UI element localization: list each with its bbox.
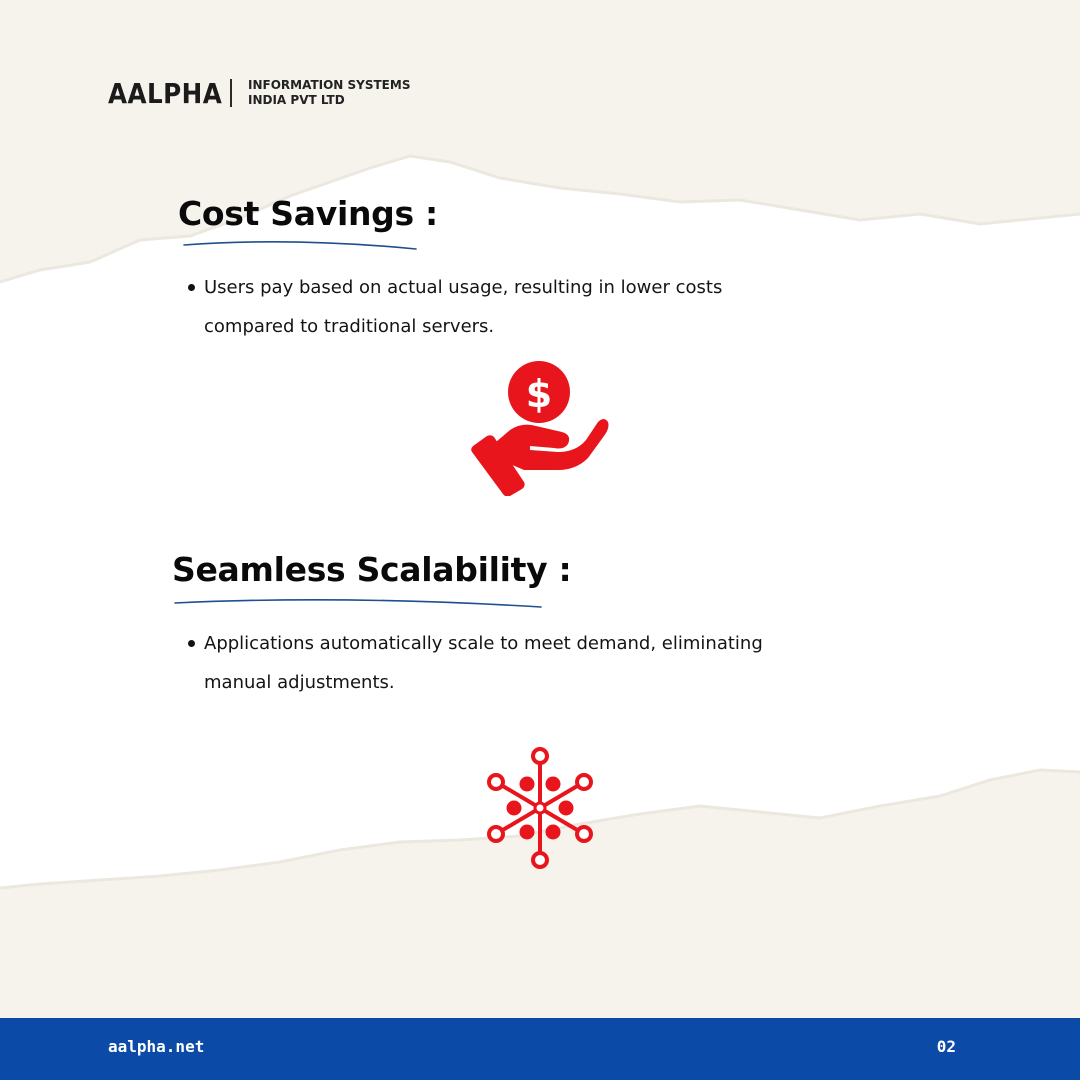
logo-tagline-line2: INDIA PVT LTD [248, 93, 345, 107]
seamless-scalability-underline [173, 594, 545, 610]
logo-tagline [248, 78, 424, 108]
cost-savings-heading: Cost Savings : [178, 194, 438, 233]
page-number: 02 [936, 1037, 956, 1056]
seamless-scalability-bullet-text: Applications automatically scale to meet demand, eliminating manual adjustments. [204, 633, 763, 693]
logo-tagline-line1: INFORMATION SYSTEMS [248, 78, 411, 92]
bullet-dot [188, 640, 195, 647]
hand-holding-dollar-icon [470, 360, 610, 496]
network-nodes-icon [484, 746, 596, 870]
cost-savings-bullet-text: Users pay based on actual usage, resulting in lower costs compared to traditional servers. [204, 277, 723, 337]
svg-text:$: $ [525, 372, 553, 416]
footer-website-link[interactable]: aalpha.net [108, 1037, 205, 1056]
cost-savings-bullet [182, 268, 782, 346]
company-logo [108, 76, 424, 110]
footer-bar [0, 1018, 1080, 1080]
bullet-dot [188, 284, 195, 291]
cost-savings-underline [182, 236, 418, 252]
logo-wordmark: AALPHA [108, 76, 223, 110]
seamless-scalability-bullet [182, 624, 822, 702]
seamless-scalability-heading: Seamless Scalability : [172, 550, 572, 589]
logo-divider [230, 79, 232, 107]
